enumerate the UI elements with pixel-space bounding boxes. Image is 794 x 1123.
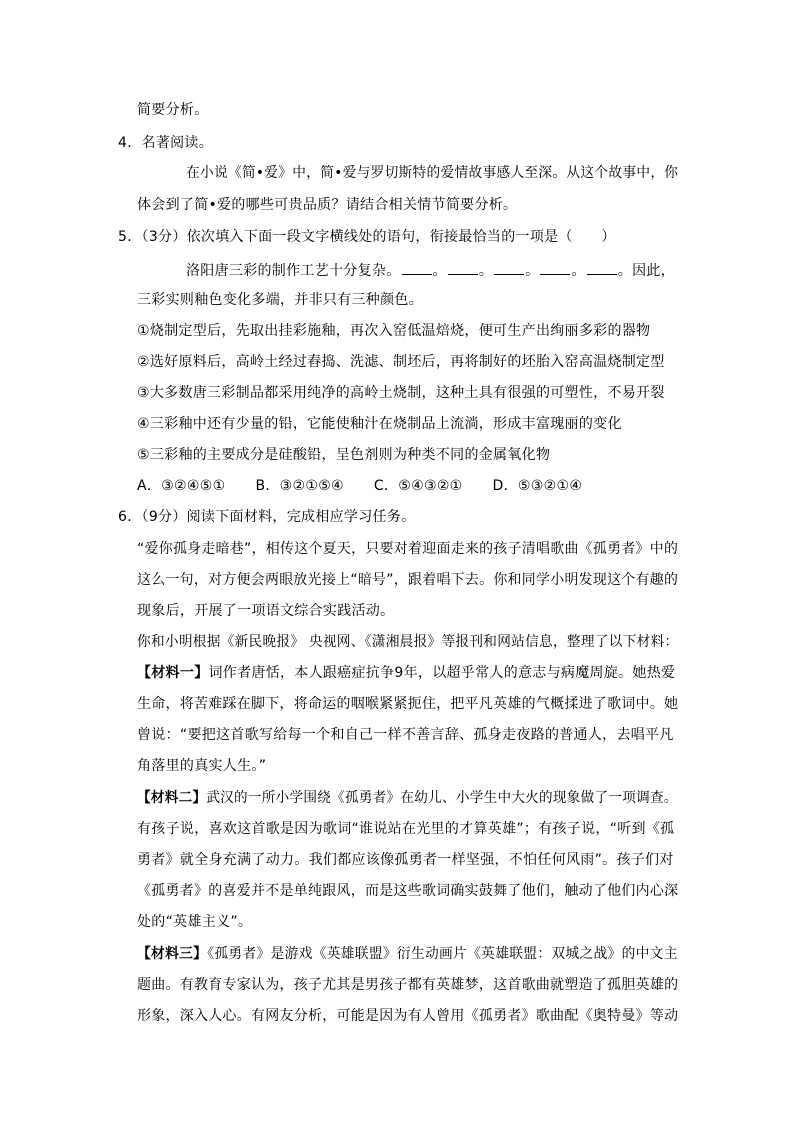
punct: 。 bbox=[432, 263, 447, 279]
punct: 。 bbox=[525, 263, 540, 279]
fill-blank-3[interactable] bbox=[494, 259, 524, 275]
material-2-text: 武汉的一所小学围绕《孤勇者》在幼儿、小学生中大火的现象做了一项调查。 bbox=[206, 790, 678, 806]
q5-item-3: ③大多数唐三彩制品都采用纯净的高岭土烧制，这种土具有很强的可塑性，不易开裂 bbox=[137, 385, 665, 401]
option-a[interactable]: A．③②④⑤① bbox=[137, 478, 226, 494]
material-1-line-1 bbox=[137, 663, 675, 683]
q6-intro-line-1: “爱你孤身走暗巷”，相传这个夏天，只要对着迎面走来的孩子清唱歌曲《孤勇者》中的 bbox=[137, 541, 679, 557]
fill-blank-1[interactable] bbox=[402, 259, 432, 275]
q6-stem bbox=[118, 507, 415, 527]
punct: 。 bbox=[571, 263, 586, 279]
material-1-line-2: 生命，将苦难踩在脚下，将命运的咽喉紧紧扼住，把平凡英雄的气概揉进了歌词中。她 bbox=[137, 696, 679, 712]
material-3-line-3: 形象，深入人心。有网友分析，可能是因为有人曾用《孤勇者》歌曲配《奥特曼》等动 bbox=[137, 1008, 679, 1024]
fill-blank-2[interactable] bbox=[448, 259, 478, 275]
q5-passage-tail: 因此， bbox=[632, 263, 675, 279]
q5-passage-line-1 bbox=[186, 259, 675, 279]
q5-item-5: ⑤三彩釉的主要成分是硅酸铅，呈色剂则为种类不同的金属氧化物 bbox=[137, 447, 551, 463]
material-1-line-4: 角落里的真实人生。” bbox=[137, 758, 267, 774]
q5-item-1: ①烧制定型后，先取出挂彩施釉，再次入窑低温焙烧，便可生产出绚丽多彩的器物 bbox=[137, 323, 651, 339]
q5-passage-lead: 洛阳唐三彩的制作工艺十分复杂。 bbox=[186, 263, 401, 279]
q3-tail: 简要分析。 bbox=[137, 102, 209, 118]
q5-number: 5． bbox=[118, 229, 142, 245]
q4-heading bbox=[118, 133, 213, 153]
material-3-label: 【材料三】 bbox=[137, 946, 208, 962]
material-3-line-1 bbox=[137, 944, 678, 964]
punct: 。 bbox=[478, 263, 494, 279]
q6-intro-line-3: 现象后，开展了一项语文综合实践活动。 bbox=[137, 603, 395, 619]
q6-intro-line-2: 这么一句，对方便会两眼放光接上“暗号”，跟着唱下去。你和同学小明发现这个有趣的 bbox=[137, 572, 679, 588]
q5-options bbox=[137, 476, 582, 496]
fill-blank-4[interactable] bbox=[540, 259, 570, 275]
q4-number: 4． bbox=[118, 135, 142, 151]
fill-blank-5[interactable] bbox=[587, 259, 617, 275]
q5-item-4: ④三彩釉中还有少量的铅，它能使釉汁在烧制品上流淌，形成丰富瑰丽的变化 bbox=[137, 416, 622, 432]
option-c[interactable]: C．⑤④③②① bbox=[373, 478, 463, 494]
material-1-line-3: 曾说：“要把这首歌写给每一个和自己一样不善言辞、孤身走夜路的普通人，去唱平凡 bbox=[137, 727, 674, 743]
q6-stem-text: （9分）阅读下面材料，完成相应学习任务。 bbox=[141, 509, 416, 525]
q4-title: 名著阅读。 bbox=[141, 135, 214, 151]
material-2-line-4: 《孤勇者》的喜爱并不是单纯跟风，而是这些歌词确实鼓舞了他们，触动了他们内心深 bbox=[137, 883, 679, 899]
material-2-line-1 bbox=[137, 788, 678, 808]
q4-paragraph-line-2: 体会到了简•爱的哪些可贵品质？请结合相关情节简要分析。 bbox=[137, 197, 518, 213]
option-b[interactable]: B．③②①⑤④ bbox=[255, 478, 344, 494]
q5-item-2: ②选好原料后，高岭土经过舂捣、洗滤、制坯后，再将制好的坯胎入窑高温烧制定型 bbox=[137, 354, 665, 370]
q5-stem bbox=[118, 227, 616, 247]
q6-intro-line-4: 你和小明根据《新民晚报》 央视网、《潇湘晨报》等报刊和网站信息，整理了以下材料： bbox=[137, 634, 679, 650]
punct: 。 bbox=[617, 263, 633, 279]
q5-passage-line-2: 三彩实则釉色变化多端，并非只有三种颜色。 bbox=[137, 292, 423, 308]
q4-paragraph-line-1: 在小说《简•爱》中，简•爱与罗切斯特的爱情故事感人至深。从这个故事中，你 bbox=[186, 165, 679, 181]
material-2-label: 【材料二】 bbox=[137, 790, 207, 806]
material-3-text: 《孤勇者》是游戏《英雄联盟》衍生动画片《英雄联盟：双城之战》的中文主 bbox=[207, 946, 678, 962]
material-2-line-2: 有孩子说，喜欢这首歌是因为歌词“谁说站在光里的才算英雄”；有孩子说，“听到《孤 bbox=[137, 821, 675, 837]
q6-number: 6． bbox=[118, 509, 142, 525]
material-1-label: 【材料一】 bbox=[137, 665, 209, 681]
material-2-line-3: 勇者》就全身充满了动力。我们都应该像孤勇者一样坚强，不怕任何风雨”。孩子们对 bbox=[137, 852, 674, 868]
option-d[interactable]: D．⑤③②①④ bbox=[492, 478, 583, 494]
material-2-line-5: 处的“英雄主义”。 bbox=[137, 914, 253, 930]
material-1-text: 词作者唐恬，本人跟癌症抗争9年，以超乎常人的意志与病魔周旋。她热爱 bbox=[208, 665, 676, 681]
material-3-line-2: 题曲。有教育专家认为，孩子尤其是男孩子都有英雄梦，这首歌曲就塑造了孤胆英雄的 bbox=[137, 977, 679, 993]
q5-stem-text: （3分）依次填入下面一段文字横线处的语句，衔接最恰当的一项是（ ） bbox=[141, 229, 616, 245]
